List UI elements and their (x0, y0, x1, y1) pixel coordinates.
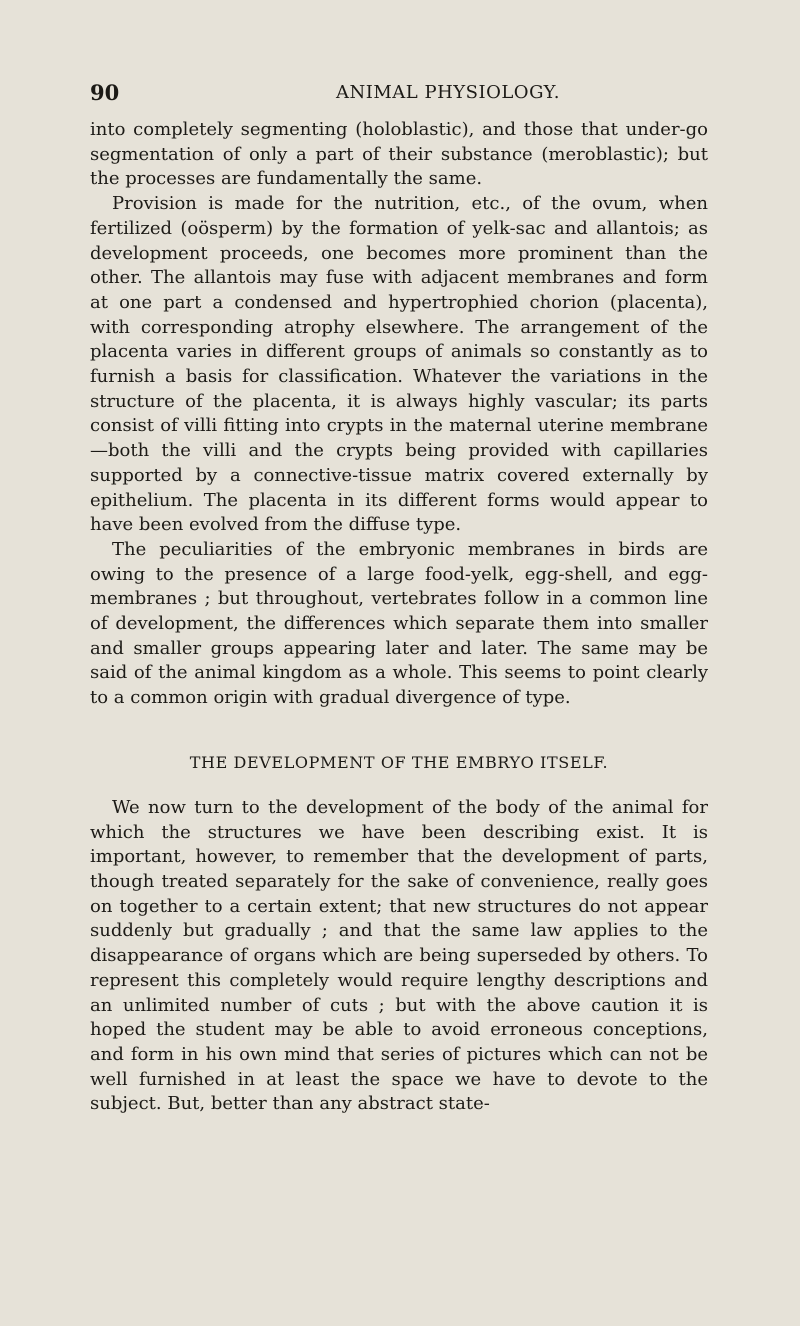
body-text (90, 118, 708, 1117)
paragraph-provision: Provision is made for the nutrition, etc., of the ovum, when fertilized (oösperm) by the formation of yelk-sac and allantois; as development proceeds, one becomes more prominent than the other. The allantois may fuse with adjacent membranes and form at one part a condensed and hypertrophied chorion (placenta), with corresponding atrophy elsewhere. The arrangement of the placenta varies in different groups of animals so constantly as to furnish a basis for classification. Whatever the variations in the structure of the placenta, it is always highly vascular; its parts consist of villi fitting into crypts in the maternal uterine membrane—both the villi and the crypts being provided with capillaries supported by a connective-tissue matrix covered externally by epithelium. The placenta in its different forms would appear to have been evolved from the diffuse type. (90, 193, 708, 536)
page-number: 90 (90, 80, 120, 105)
section-heading: THE DEVELOPMENT OF THE EMBRYO ITSELF. (189, 752, 609, 772)
paragraph-peculiarities: The peculiarities of the embryonic membranes in birds are owing to the presence of a large food-yelk, egg-shell, and egg-membranes ; but throughout, vertebrates follow in a common line of development, the differences which separate them into smaller and smaller groups appearing later and later. The same may be said of the animal kingdom as a whole. This seems to point clearly to a common origin with gradual divergence of type. (90, 538, 708, 709)
paragraph-development: We now turn to the development of the body of the animal for which the structures we have been describing exist. It is important, however, to remember that the development of parts, though treated separately for the sake of convenience, really goes on together to a certain extent; that new structures do not appear suddenly but gradually ; and that the same law applies to the disappearance of organs which are being superseded by others. To represent this completely would require lengthy descriptions and an unlimited number of cuts ; but with the above caution it is hoped the student may be able to avoid erroneous conceptions, and form in his own mind that series of pictures which can not be well furnished in at least the space we have to devote to the subject. But, better than any abstract state- (90, 796, 708, 1115)
running-title: ANIMAL PHYSIOLOGY. (336, 82, 560, 103)
paragraph-continuation: into completely segmenting (holoblastic), and those that under-go segmentation of only a part of their substance (meroblastic); but the processes are fundamentally the same. (90, 119, 708, 190)
running-header (90, 80, 710, 110)
